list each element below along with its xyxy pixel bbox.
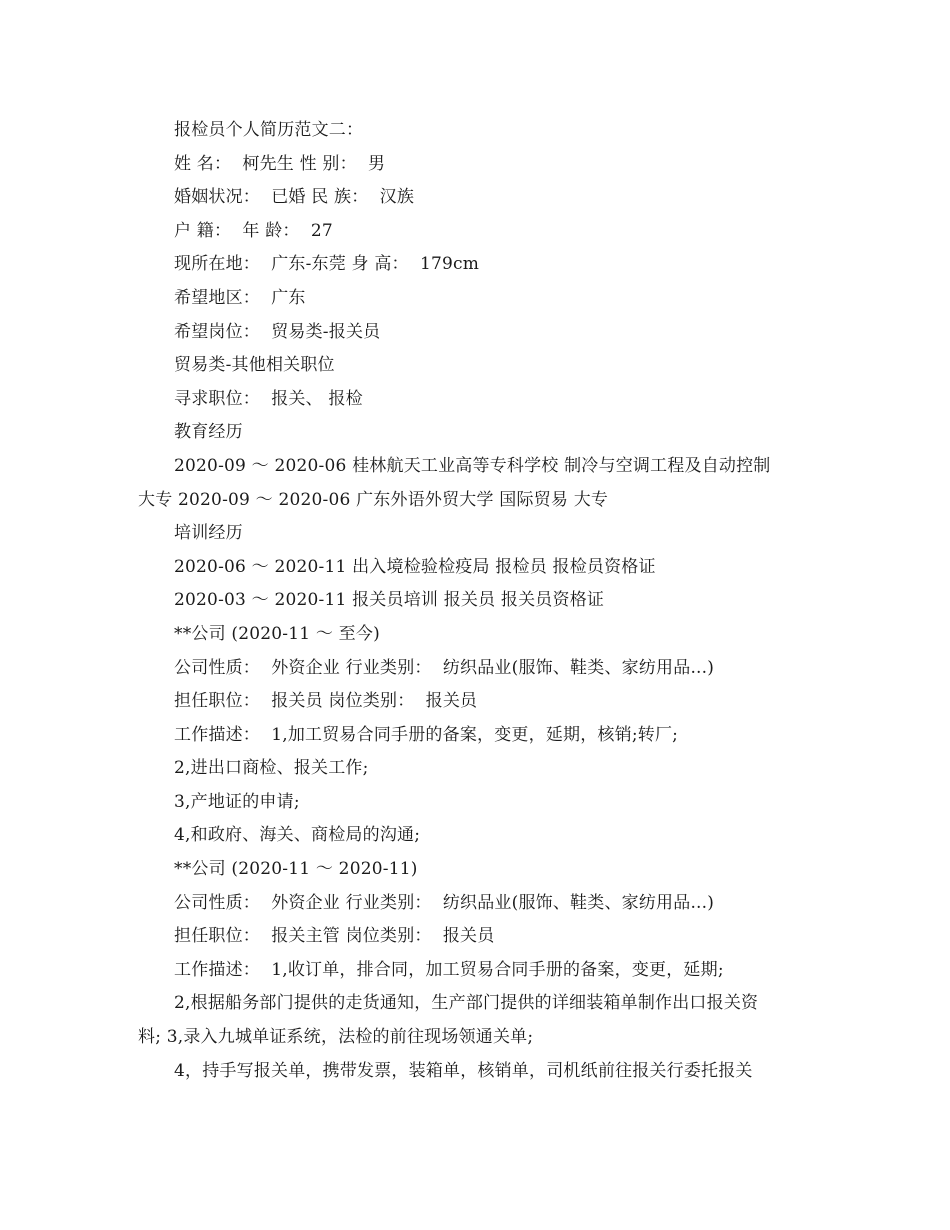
doc-line-company-1: **公司 (2020-11 ～ 至今) — [174, 623, 380, 644]
doc-heading: 报检员个人简历范文二： — [174, 120, 364, 140]
doc-line-desired-position: 希望岗位： 贸易类-报关员 — [174, 321, 381, 342]
doc-line-training-2: 2020-03 ～ 2020-11 报关员培训 报关员 报关员资格证 — [174, 590, 605, 611]
doc-line-company-2-desc-3: 料; 3,录入九城单证系统，法检的前往现场领通关单; — [138, 1027, 534, 1048]
doc-line-company-2-desc-2: 2,根据船务部门提供的走货通知，生产部门提供的详细装箱单制作出口报关资 — [174, 993, 759, 1014]
doc-line-company-1-role: 担任职位： 报关员 岗位类别： 报关员 — [174, 691, 478, 712]
doc-line-desired-region: 希望地区： 广东 — [174, 287, 306, 308]
doc-line-education-1: 2020-09 ～ 2020-06 桂林航天工业高等专科学校 制冷与空调工程及自动控制 — [174, 455, 771, 476]
doc-line-location-height: 现所在地： 广东-东莞 身 高： 179cm — [174, 254, 480, 275]
doc-line-company-2-role: 担任职位： 报关主管 岗位类别： 报关员 — [174, 926, 495, 947]
document-body — [138, 114, 818, 1088]
section-heading-education: 教育经历 — [174, 422, 243, 443]
doc-line-related-positions: 贸易类-其他相关职位 — [174, 355, 335, 376]
doc-line-company-2: **公司 (2020-11 ～ 2020-11) — [174, 859, 418, 880]
doc-line-seeking-position: 寻求职位： 报关、 报检 — [174, 388, 363, 409]
doc-line-training-1: 2020-06 ～ 2020-11 出入境检验检疫局 报检员 报检员资格证 — [174, 556, 656, 577]
doc-line-company-1-desc-2: 2,进出口商检、报关工作; — [174, 758, 369, 779]
doc-line-company-1-nature: 公司性质： 外资企业 行业类别： 纺织品业(服饰、鞋类、家纺用品...) — [174, 657, 715, 678]
doc-line-company-2-desc-1: 工作描述： 1,收订单，排合同，加工贸易合同手册的备案，变更，延期; — [174, 959, 724, 980]
doc-line-company-1-desc-1: 工作描述： 1,加工贸易合同手册的备案，变更，延期，核销;转厂; — [174, 724, 679, 745]
section-heading-training: 培训经历 — [174, 523, 243, 544]
doc-line-company-1-desc-3: 3,产地证的申请; — [174, 791, 300, 812]
doc-line-company-2-desc-4: 4，持手写报关单，携带发票，装箱单，核销单，司机纸前往报关行委托报关 — [174, 1060, 753, 1081]
doc-line-name-gender: 姓 名： 柯先生 性 别： 男 — [174, 153, 386, 174]
doc-line-company-1-desc-4: 4,和政府、海关、商检局的沟通; — [174, 825, 421, 846]
doc-line-marital-ethnicity: 婚姻状况： 已婚 民 族： 汉族 — [174, 187, 415, 208]
doc-line-company-2-nature: 公司性质： 外资企业 行业类别： 纺织品业(服饰、鞋类、家纺用品...) — [174, 892, 715, 913]
doc-line-household-age: 户 籍： 年 龄： 27 — [174, 220, 333, 241]
doc-line-education-2: 大专 2020-09 ～ 2020-06 广东外语外贸大学 国际贸易 大专 — [138, 489, 609, 510]
